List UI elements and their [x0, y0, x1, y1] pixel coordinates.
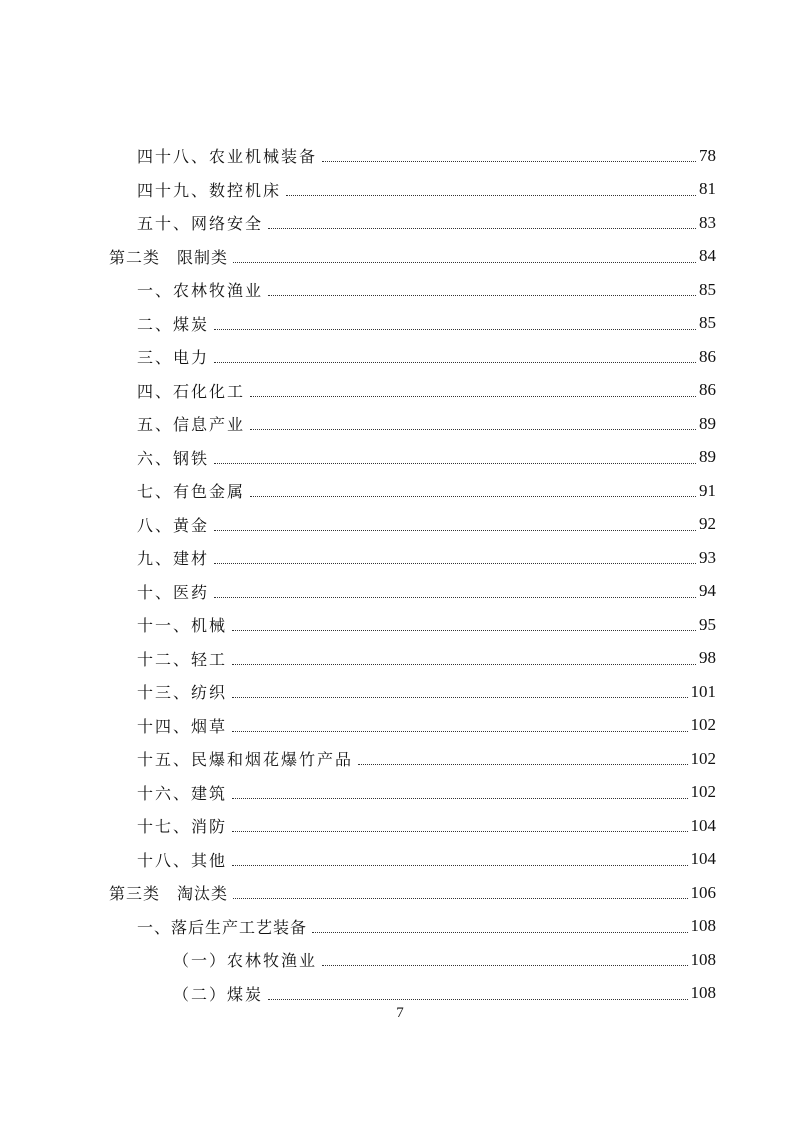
dot-leader	[232, 865, 687, 866]
toc-entry[interactable]	[0, 776, 716, 810]
toc-entry[interactable]	[0, 508, 716, 542]
dot-leader	[250, 396, 696, 397]
toc-entry-page: 89	[699, 413, 716, 433]
dot-leader	[232, 664, 696, 665]
toc-entry[interactable]	[0, 709, 716, 743]
toc-section-label: 第三类 淘汰类	[109, 884, 229, 904]
dot-leader	[232, 697, 687, 698]
toc-entry-page: 102	[690, 748, 716, 768]
toc-entry-label: 八、黄金	[137, 515, 210, 535]
toc-entry-label: 五、信息产业	[137, 415, 246, 435]
dot-leader	[312, 932, 687, 933]
dot-leader	[286, 195, 696, 196]
dot-leader	[268, 295, 696, 296]
dot-leader	[250, 429, 696, 430]
dot-leader	[232, 831, 687, 832]
dot-leader	[232, 798, 687, 799]
toc-entry[interactable]	[0, 809, 716, 843]
toc-entry-label: （二）煤炭	[173, 984, 264, 1004]
toc-entry[interactable]	[0, 642, 716, 676]
toc-entry-label: 七、有色金属	[137, 482, 246, 502]
toc-entry-label: 十三、纺织	[137, 683, 228, 703]
dot-leader	[214, 597, 696, 598]
toc-subsection-entry[interactable]	[0, 910, 716, 944]
toc-entry-label: 十二、轻工	[137, 649, 228, 669]
toc-section-label: 第二类 限制类	[109, 247, 229, 267]
table-of-contents	[0, 139, 800, 1010]
toc-entry-label: 六、钢铁	[137, 448, 210, 468]
toc-entry-label: 十五、民爆和烟花爆竹产品	[137, 750, 354, 770]
dot-leader	[322, 965, 687, 966]
dot-leader	[214, 463, 696, 464]
toc-entry-page: 81	[699, 179, 716, 199]
dot-leader	[233, 262, 696, 263]
toc-entry-page: 94	[699, 581, 716, 601]
toc-entry-page: 85	[699, 313, 716, 333]
dot-leader	[232, 630, 696, 631]
toc-entry[interactable]	[0, 575, 716, 609]
dot-leader	[268, 228, 696, 229]
toc-entry[interactable]	[0, 675, 716, 709]
toc-entry-page: 108	[690, 983, 716, 1003]
toc-entry-label: 九、建材	[137, 549, 210, 569]
toc-entry-page: 101	[690, 681, 716, 701]
toc-entry-label: 十、医药	[137, 582, 210, 602]
toc-entry-label: （一）农林牧渔业	[173, 951, 318, 971]
toc-entry-page: 108	[690, 949, 716, 969]
toc-entry[interactable]	[0, 843, 716, 877]
dot-leader	[322, 161, 696, 162]
dot-leader	[214, 329, 696, 330]
toc-entry[interactable]	[0, 943, 716, 977]
toc-entry-page: 92	[699, 514, 716, 534]
toc-entry-label: 五十、网络安全	[137, 214, 264, 234]
toc-entry-label: 一、农林牧渔业	[137, 281, 264, 301]
toc-entry-page: 86	[699, 346, 716, 366]
toc-entry-label: 十八、其他	[137, 850, 228, 870]
toc-entry[interactable]	[0, 441, 716, 475]
toc-entry[interactable]	[0, 742, 716, 776]
toc-entry-page: 102	[690, 715, 716, 735]
toc-entry-page: 78	[699, 145, 716, 165]
toc-entry[interactable]	[0, 374, 716, 408]
toc-entry-page: 85	[699, 279, 716, 299]
toc-entry[interactable]	[0, 139, 716, 173]
toc-entry-page: 102	[690, 782, 716, 802]
toc-entry-page: 104	[690, 815, 716, 835]
toc-entry-label: 十七、消防	[137, 817, 228, 837]
toc-entry[interactable]	[0, 608, 716, 642]
page-number: 7	[396, 1005, 404, 1021]
dot-leader	[232, 731, 687, 732]
toc-entry[interactable]	[0, 541, 716, 575]
toc-entry[interactable]	[0, 340, 716, 374]
dot-leader	[268, 999, 687, 1000]
toc-entry-page: 89	[699, 447, 716, 467]
toc-entry[interactable]	[0, 173, 716, 207]
toc-entry-page: 106	[690, 882, 716, 902]
toc-entry[interactable]	[0, 307, 716, 341]
toc-entry-page: 91	[699, 480, 716, 500]
toc-section-entry[interactable]	[0, 876, 716, 910]
toc-entry-label: 四十八、农业机械装备	[137, 147, 318, 167]
toc-entry[interactable]	[0, 206, 716, 240]
dot-leader	[250, 496, 696, 497]
dot-leader	[214, 563, 696, 564]
dot-leader	[214, 362, 696, 363]
toc-entry-page: 98	[699, 648, 716, 668]
toc-entry[interactable]	[0, 273, 716, 307]
toc-subsection-label: 一、落后生产工艺装备	[137, 917, 308, 937]
toc-entry-page: 86	[699, 380, 716, 400]
toc-entry[interactable]	[0, 474, 716, 508]
dot-leader	[358, 764, 687, 765]
toc-entry-page: 83	[699, 212, 716, 232]
toc-entry-page: 84	[699, 246, 716, 266]
toc-entry-page: 93	[699, 547, 716, 567]
toc-entry-label: 三、电力	[137, 348, 210, 368]
toc-entry-page: 95	[699, 614, 716, 634]
toc-entry-label: 四、石化化工	[137, 381, 246, 401]
toc-entry-label: 四十九、数控机床	[137, 180, 282, 200]
dot-leader	[233, 898, 687, 899]
toc-entry-page: 104	[690, 849, 716, 869]
dot-leader	[214, 530, 696, 531]
toc-section-entry[interactable]	[0, 240, 716, 274]
toc-entry[interactable]	[0, 407, 716, 441]
toc-entry-label: 十一、机械	[137, 616, 228, 636]
toc-entry-page: 108	[690, 916, 716, 936]
toc-entry-label: 十四、烟草	[137, 716, 228, 736]
toc-entry-label: 二、煤炭	[137, 314, 210, 334]
toc-entry-label: 十六、建筑	[137, 783, 228, 803]
